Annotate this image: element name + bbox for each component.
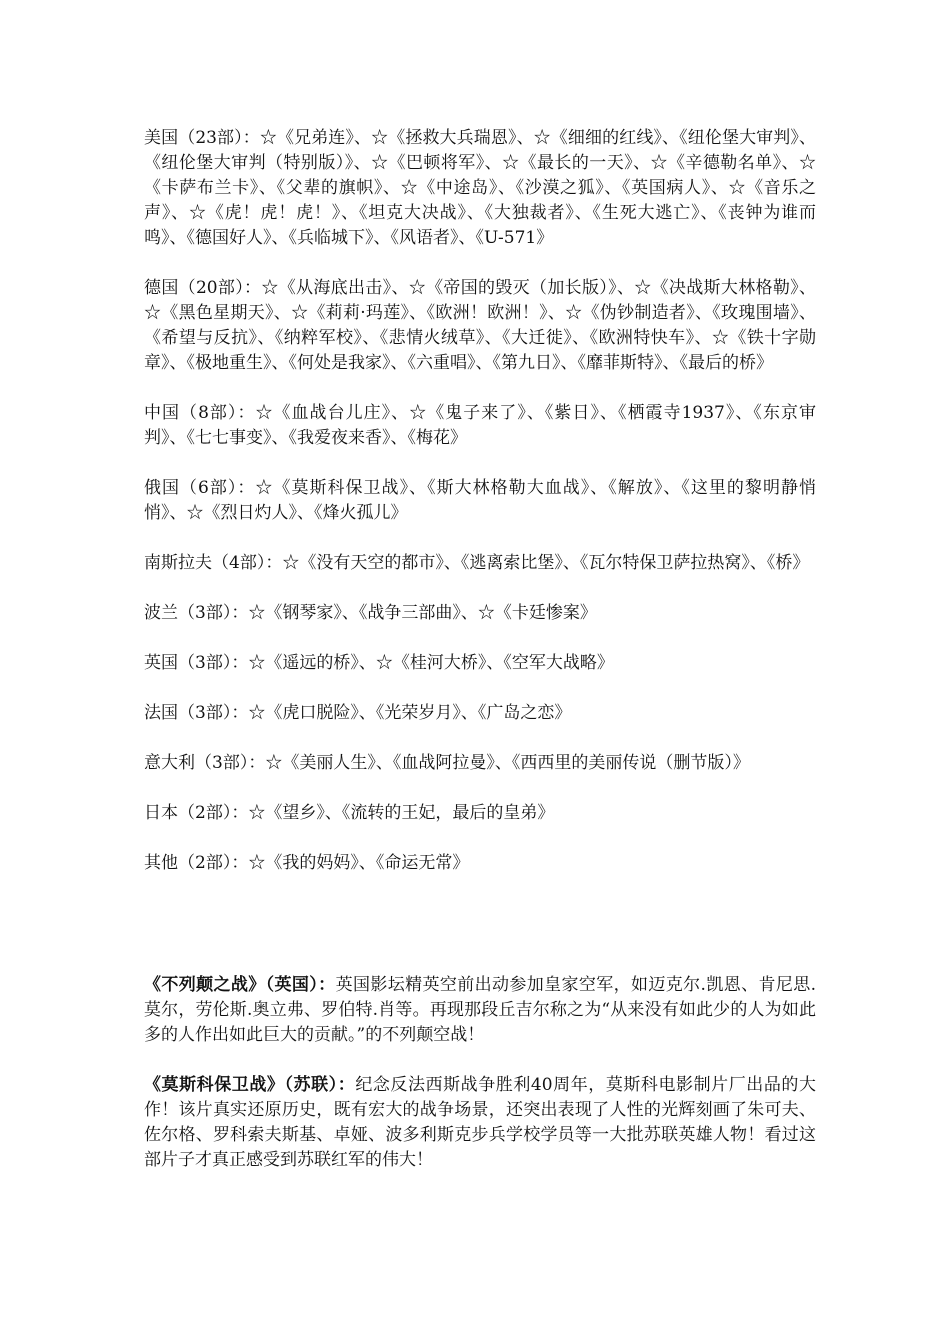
film-list-france: 法国（3部）：☆《虎口脱险》、《光荣岁月》、《广岛之恋》 (144, 703, 572, 723)
film-list-japan: 日本（2部）：☆《望乡》、《流转的王妃，最后的皇弟》 (144, 803, 555, 823)
text-column (144, 126, 816, 1173)
film-list-uk: 英国（3部）：☆《遥远的桥》、☆《桂河大桥》、《空军大战略》 (144, 653, 614, 673)
film-list-china: 中国（8部）：☆《血战台儿庄》、☆《鬼子来了》、《紫日》、《栖霞寺1937》、《东京审判》、《七七事变》、《我爱夜来香》、《梅花》 (144, 403, 816, 448)
review-battle-of-moscow (144, 1073, 816, 1173)
film-list-italy: 意大利（3部）：☆《美丽人生》、《血战阿拉曼》、《西西里的美丽传说（删节版）》 (144, 753, 750, 773)
film-list-usa: 美国（23部）：☆《兄弟连》、☆《拯救大兵瑞恩》、☆《细细的红线》、《纽伦堡大审判》、《纽伦堡大审判（特别版）》、☆《巴顿将军》、☆《最长的一天》、☆《辛德勒名单》、☆《卡萨布兰卡》、《父辈的旗帜》、☆《中途岛》、《沙漠之狐》、《英国病人》、☆《音乐之声》、☆《虎！虎！虎！》、《坦克大决战》、《大独裁者》、《生死大逃亡》、《丧钟为谁而鸣》、《德国好人》、《兵临城下》、《风语者》、《U-571》 (144, 128, 816, 248)
film-list-poland: 波兰（3部）：☆《钢琴家》、《战争三部曲》、☆《卡廷惨案》 (144, 603, 597, 623)
film-list-germany: 德国（20部）：☆《从海底出击》、☆《帝国的毁灭（加长版）》、☆《决战斯大林格勒》、☆《黑色星期天》、☆《莉莉·玛莲》、《欧洲！欧洲！》、☆《伪钞制造者》、《玫瑰围墙》、《希望与反抗》、《纳粹军校》、《悲情火绒草》、《大迁徙》、《欧洲特快车》、☆《铁十字勋章》、《极地重生》、《何处是我家》、《六重唱》、《第九日》、《靡菲斯特》、《最后的桥》 (144, 278, 816, 373)
review-title: 《不列颠之战》（英国）： (144, 975, 336, 995)
film-list-other: 其他（2部）：☆《我的妈妈》、《命运无常》 (144, 853, 470, 873)
review-body: 纪念反法西斯战争胜利40周年，莫斯科电影制片厂出品的大作！该片真实还原历史，既有宏大的战争场景，还突出表现了人性的光辉刻画了朱可夫、佐尔格、罗科索夫斯基、卓娅、波多利斯克步兵学校学员等一大批苏联英雄人物！看过这部片子才真正感受到苏联红军的伟大！ (144, 1075, 816, 1170)
film-list-yugoslavia: 南斯拉夫（4部）：☆《没有天空的都市》、《逃离索比堡》、《瓦尔特保卫萨拉热窝》、《桥》 (144, 553, 810, 573)
review-battle-of-britain (144, 973, 816, 1048)
review-body: 英国影坛精英空前出动参加皇家空军，如迈克尔.凯恩、肯尼思.莫尔，劳伦斯.奥立弗、罗伯特.肖等。再现那段丘吉尔称之为“从来没有如此少的人为如此多的人作出如此巨大的贡献。”的不列颠空战！ (144, 975, 817, 1045)
review-title: 《莫斯科保卫战》（苏联）： (144, 1075, 356, 1095)
film-list-russia: 俄国（6部）：☆《莫斯科保卫战》、《斯大林格勒大血战》、《解放》、《这里的黎明静悄悄》、☆《烈日灼人》、《烽火孤儿》 (144, 478, 816, 523)
